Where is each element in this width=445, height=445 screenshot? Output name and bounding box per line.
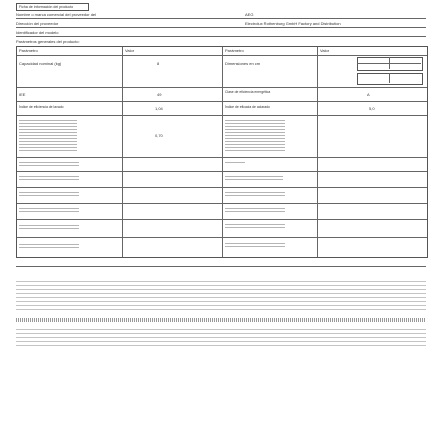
dimensions-box-divider (389, 73, 390, 83)
washing-index-value: 1,04 (155, 106, 163, 111)
model-identifier-label: Identificador del modelo (16, 30, 59, 35)
fine-print-block (19, 223, 79, 229)
divider (16, 27, 426, 28)
row-divider (17, 157, 427, 158)
row-divider (17, 187, 427, 188)
column-divider (317, 47, 318, 257)
dimensions-box (357, 57, 423, 71)
footer-text-block (16, 326, 426, 346)
row-divider (17, 219, 427, 220)
eei-value: 49 (157, 92, 162, 97)
row-divider (17, 171, 427, 172)
energy-value: 0,70 (155, 133, 163, 138)
column-divider (122, 47, 123, 257)
general-parameters-label: Parámetros generales del producto: (16, 39, 80, 44)
fine-print-block (19, 242, 79, 248)
supplier-name-label: Nombre o marca comercial del proveedor del (16, 12, 97, 17)
dimensions-label: Dimensiones en cm (225, 61, 261, 66)
row-divider (17, 115, 427, 116)
supplier-name-value: AEG (245, 12, 254, 17)
energy-class-value: A (367, 92, 370, 97)
fine-print-block (19, 174, 79, 182)
row-divider (17, 101, 427, 102)
fine-print-block (19, 118, 77, 152)
divider (16, 266, 426, 267)
footer-text-block (16, 278, 426, 312)
eei-label: IEE (19, 92, 26, 97)
row-divider (17, 87, 427, 88)
dimensions-box (357, 73, 423, 85)
fine-print-block (225, 118, 285, 152)
header-title-box (16, 3, 89, 11)
row-divider (17, 203, 427, 204)
fine-print-block (225, 174, 283, 182)
supplier-address-label: Dirección del proveedor (16, 21, 59, 26)
energy-class-label: Clase de eficiencia energética (225, 90, 271, 94)
table-header-cell: Valor (125, 48, 135, 53)
fine-print-block (19, 190, 79, 198)
divider (16, 36, 426, 37)
fine-print-block (225, 190, 285, 198)
fine-print-block (225, 206, 285, 214)
footer-hatch-band (16, 318, 426, 322)
divider (16, 18, 426, 19)
row-divider (17, 237, 427, 238)
fine-print-block (19, 160, 79, 168)
capacity-label: Capacidad nominal (kg) (19, 61, 62, 66)
table-header-cell: Parámetro (225, 48, 244, 53)
rinsing-index-label: Índice de eficacia de aclarado (225, 105, 270, 109)
fine-print-block (225, 222, 285, 230)
table-header-cell: Valor (320, 48, 330, 53)
fine-print-block (225, 241, 285, 249)
supplier-address-value: Electrolux Rothenburg GmbH Factory and Distribution (245, 21, 341, 26)
fine-print-block (19, 206, 79, 214)
washing-index-label: Índice de eficiencia de lavado (19, 105, 64, 109)
fine-print-block (225, 160, 245, 164)
capacity-value: 8 (157, 61, 160, 66)
row-divider (17, 55, 427, 56)
header-title: Ficha de información del producto (19, 5, 74, 9)
rinsing-index-value: 5,0 (369, 106, 375, 111)
dimensions-box-divider (357, 63, 421, 64)
table-header-cell: Parámetro (19, 48, 38, 53)
column-divider (222, 47, 223, 257)
parameters-table (16, 46, 428, 258)
